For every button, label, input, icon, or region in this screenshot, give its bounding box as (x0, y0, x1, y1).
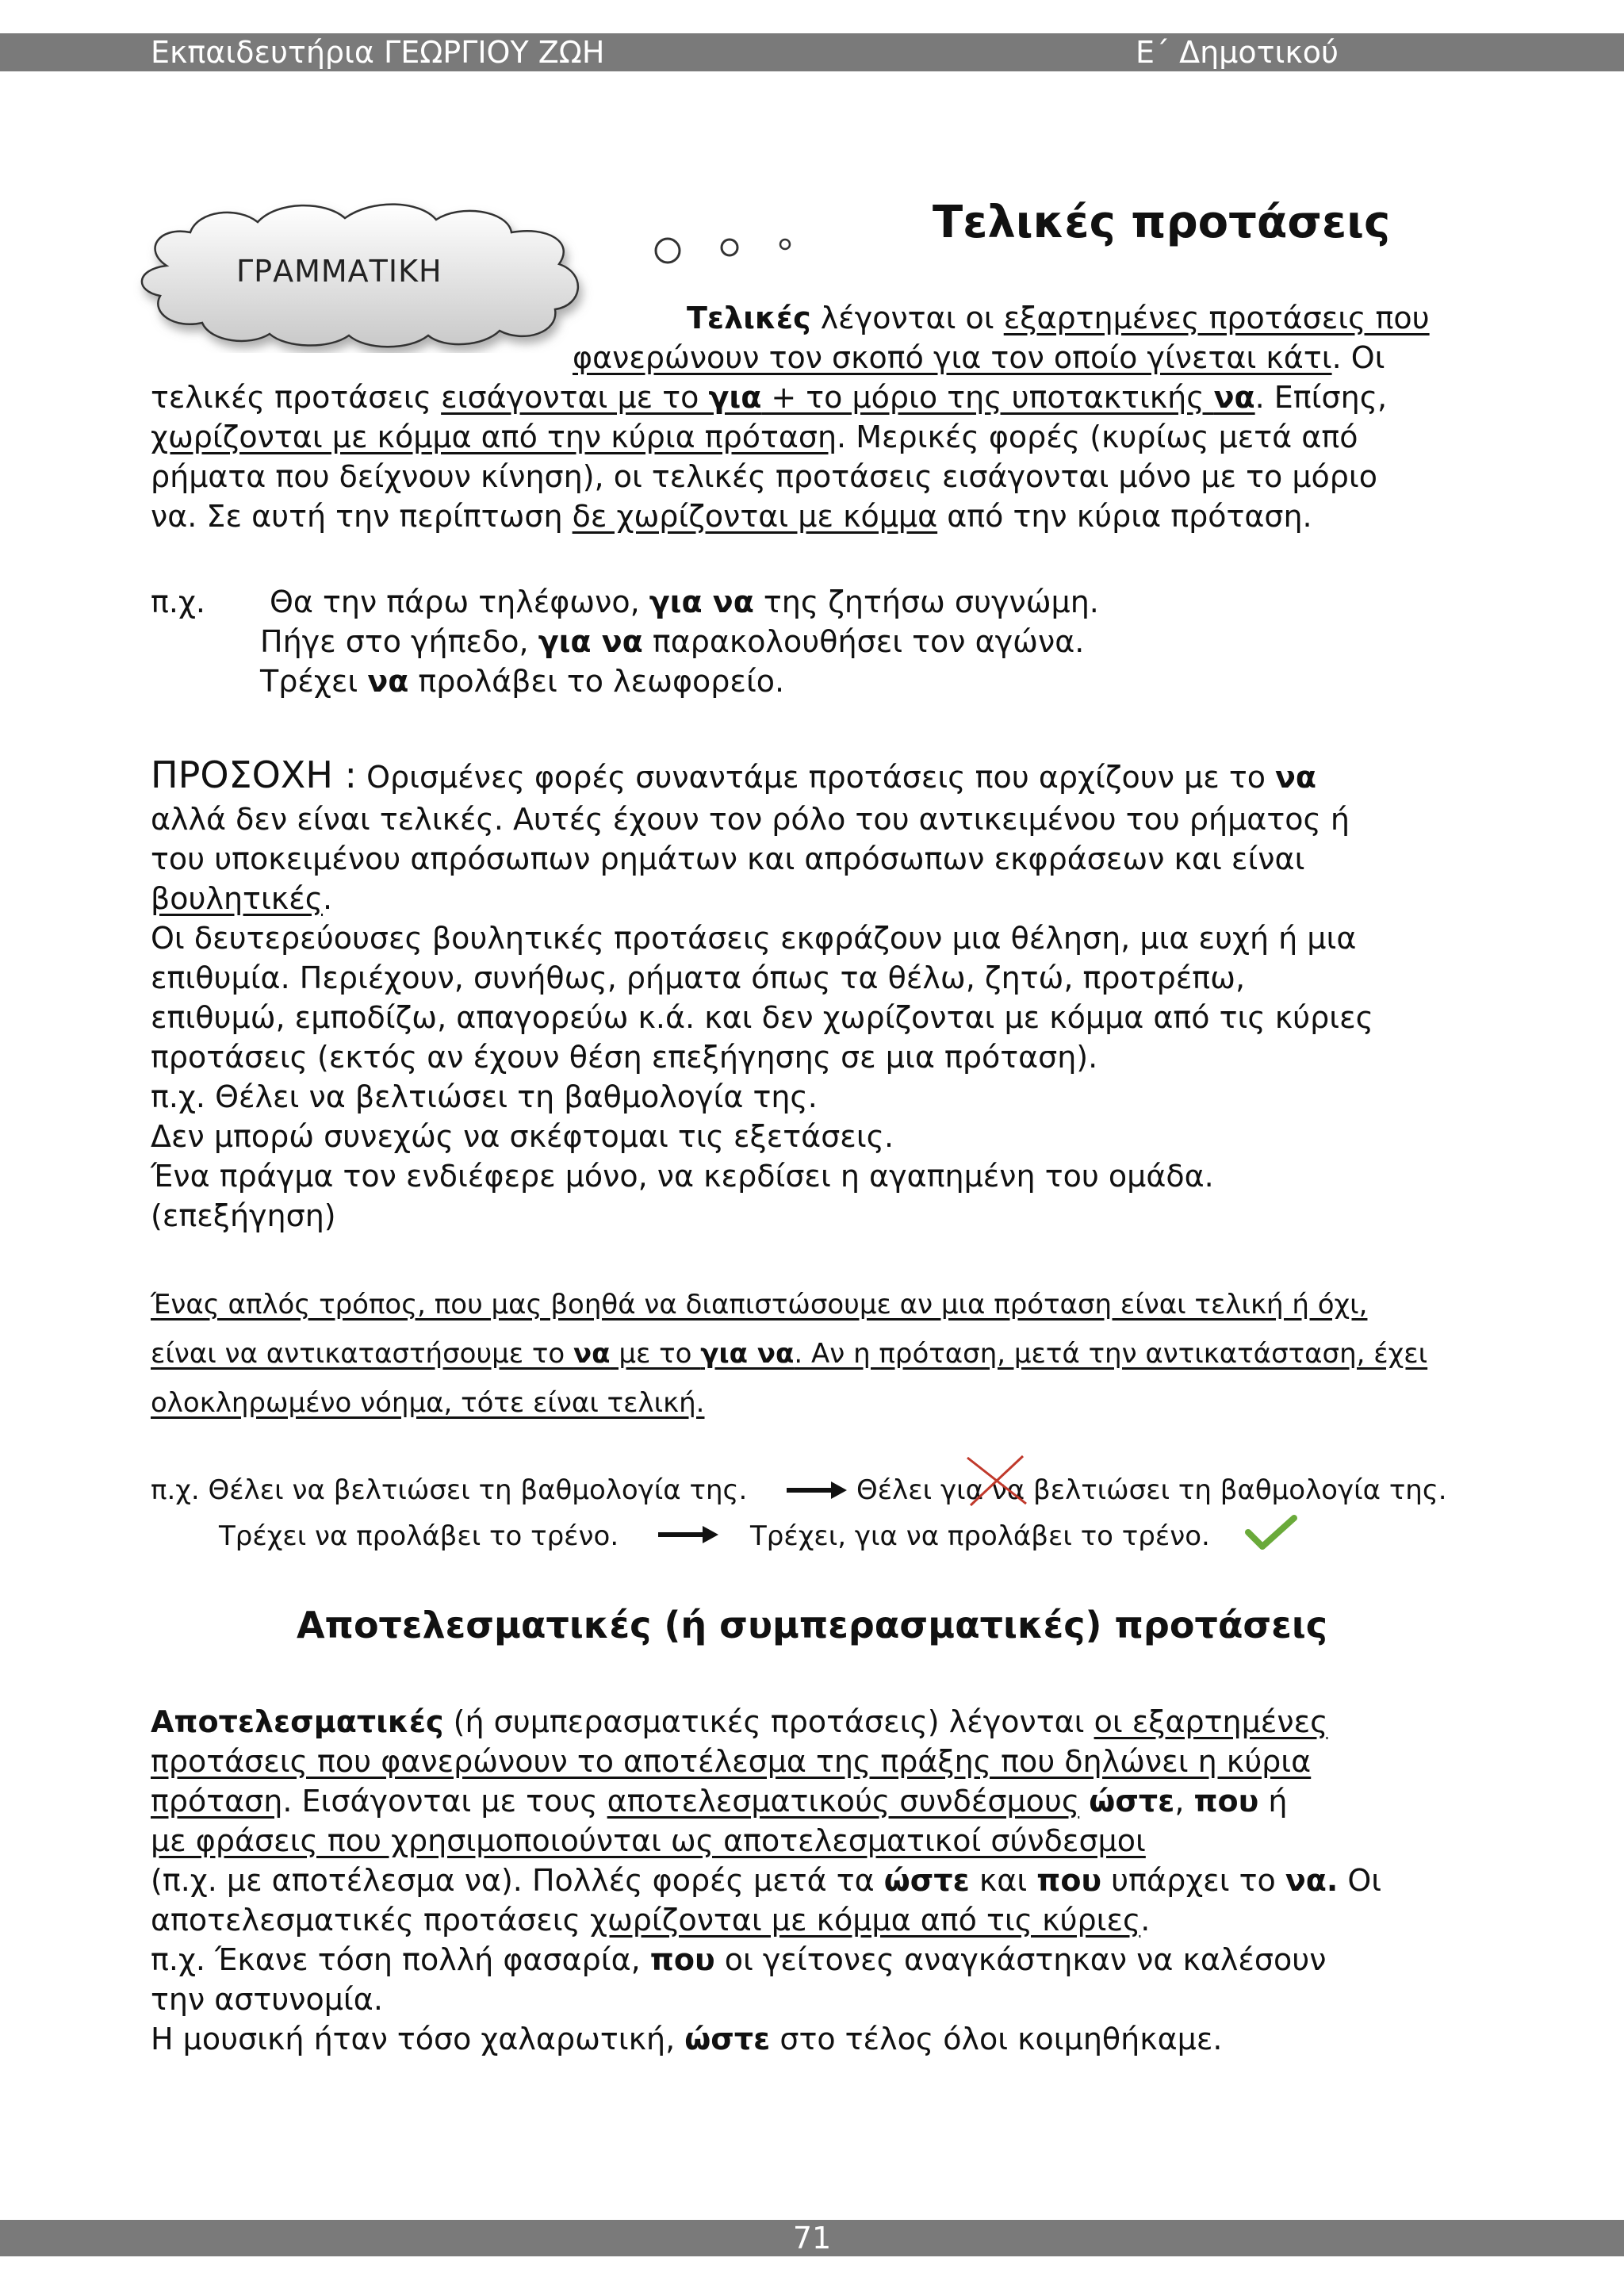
comparison-left: π.χ. Θέλει να βελτιώσει τη βαθμολογία της. (151, 1474, 748, 1506)
grade-label: Ε΄ Δημοτικού (1136, 35, 1339, 70)
section-title-result-clauses: Αποτελεσματικές (ή συμπερασματικές) προτάσεις (296, 1604, 1328, 1646)
page-number: 71 (792, 2221, 832, 2256)
example-line: Πήγε στο γήπεδο, για να παρακολουθήσει τον αγώνα. (260, 624, 1085, 659)
attention-line: Ένα πράγμα τον ενδιέφερε μόνο, να κερδίσει η αγαπημένη του ομάδα. (151, 1159, 1214, 1194)
attention-line: αλλά δεν είναι τελικές. Αυτές έχουν τον ρόλο του αντικειμένου του ρήματος ή (151, 802, 1350, 837)
example-line: Θα την πάρω τηλέφωνο, για να της ζητήσω συγνώμη. (270, 585, 1099, 619)
intro-line: χωρίζονται με κόμμα από την κύρια πρόταση. Μερικές φορές (κυρίως μετά από (151, 420, 1358, 454)
attention-line: Δεν μπορώ συνεχώς να σκέφτομαι τις εξετάσεις. (151, 1119, 894, 1154)
example-label: π.χ. (151, 585, 205, 619)
tip-line: Ένας απλός τρόπος, που μας βοηθά να διαπιστώσουμε αν μια πρόταση είναι τελική ή όχι, (151, 1289, 1368, 1320)
intro-line: τελικές προτάσεις εισάγονται με το για + το μόριο της υποτακτικής να. Επίσης, (151, 380, 1388, 415)
attention-line: (επεξήγηση) (151, 1198, 336, 1233)
example-line: Τρέχει να προλάβει το λεωφορείο. (260, 664, 785, 699)
comparison-right-correct: Τρέχει, για να προλάβει το τρένο. (750, 1520, 1210, 1552)
section-title-final-clauses: Τελικές προτάσεις (933, 197, 1391, 248)
intro-line: Τελικές λέγονται οι εξαρτημένες προτάσεις που (687, 301, 1430, 335)
intro-line: φανερώνουν τον σκοπό για τον οποίο γίνεται κάτι. Οι (573, 340, 1385, 375)
cross-mark-icon (961, 1453, 1032, 1508)
comparison-left: Τρέχει να προλάβει το τρένο. (219, 1520, 619, 1552)
result-line: Αποτελεσματικές (ή συμπερασματικές προτάσεις) λέγονται οι εξαρτημένες (151, 1704, 1328, 1739)
attention-line: επιθυμία. Περιέχουν, συνήθως, ρήματα όπως τα θέλω, ζητώ, προτρέπω, (151, 960, 1246, 995)
result-line: πρόταση. Εισάγονται με τους αποτελεσματικούς συνδέσμους ώστε, που ή (151, 1784, 1288, 1819)
arrow-right-icon (657, 1523, 720, 1547)
attention-line: π.χ. Θέλει να βελτιώσει τη βαθμολογία της. (151, 1079, 818, 1114)
attention-line: Οι δευτερεύουσες βουλητικές προτάσεις εκφράζουν μια θέληση, μια ευχή ή μια (151, 921, 1357, 956)
result-line: (π.χ. με αποτέλεσμα να). Πολλές φορές μετά τα ώστε και που υπάρχει το να. Οι (151, 1863, 1382, 1898)
attention-line: επιθυμώ, εμποδίζω, απαγορεύω κ.ά. και δεν χωρίζονται με κόμμα από τις κύριες (151, 1000, 1373, 1035)
intro-line: να. Σε αυτή την περίπτωση δε χωρίζονται με κόμμα από την κύρια πρόταση. (151, 499, 1312, 534)
result-line: προτάσεις που φανερώνουν το αποτέλεσμα της πράξης που δηλώνει η κύρια (151, 1744, 1312, 1779)
tip-line: ολοκληρωμένο νόημα, τότε είναι τελική. (151, 1387, 705, 1419)
result-line: π.χ. Έκανε τόση πολλή φασαρία, που οι γείτονες αναγκάστηκαν να καλέσουν (151, 1942, 1327, 1977)
attention-line: του υποκειμένου απρόσωπων ρημάτων και απρόσωπων εκφράσεων και είναι (151, 841, 1305, 876)
school-name: Εκπαιδευτήρια ΓΕΩΡΓΙΟΥ ΖΩΗ (151, 35, 605, 70)
intro-line: ρήματα που δείχνουν κίνηση), οι τελικές προτάσεις εισάγονται μόνο με το μόριο (151, 459, 1378, 494)
attention-line: βουλητικές. (151, 881, 333, 916)
result-line: την αστυνομία. (151, 1982, 383, 2017)
result-line: με φράσεις που χρησιμοποιούνται ως αποτελεσματικοί σύνδεσμοι (151, 1823, 1146, 1858)
result-line: αποτελεσματικές προτάσεις χωρίζονται με κόμμα από τις κύριες. (151, 1903, 1151, 1938)
attention-line: προτάσεις (εκτός αν έχουν θέση επεξήγησης σε μια πρόταση). (151, 1040, 1098, 1075)
attention-label: ΠΡΟΣΟΧΗ : (151, 753, 358, 796)
arrow-right-icon (785, 1478, 848, 1502)
tip-line: είναι να αντικαταστήσουμε το να με το για να. Αν η πρόταση, μετά την αντικατάσταση, έχει (151, 1338, 1428, 1370)
thought-bubbles-icon (650, 227, 801, 266)
result-line: Η μουσική ήταν τόσο χαλαρωτική, ώστε στο τέλος όλοι κοιμηθήκαμε. (151, 2022, 1223, 2056)
comparison-right-wrong: Θέλει για να βελτιώσει τη βαθμολογία της. (856, 1474, 1447, 1506)
grammar-badge: ΓΡΑΜΜΑΤΙΚΗ (236, 254, 442, 289)
header-bar (0, 33, 1624, 71)
check-mark-icon (1243, 1513, 1299, 1553)
footer-bar (0, 2220, 1624, 2256)
attention-line: ΠΡΟΣΟΧΗ : Ορισμένες φορές συναντάμε προτάσεις που αρχίζουν με το να (151, 753, 1317, 796)
